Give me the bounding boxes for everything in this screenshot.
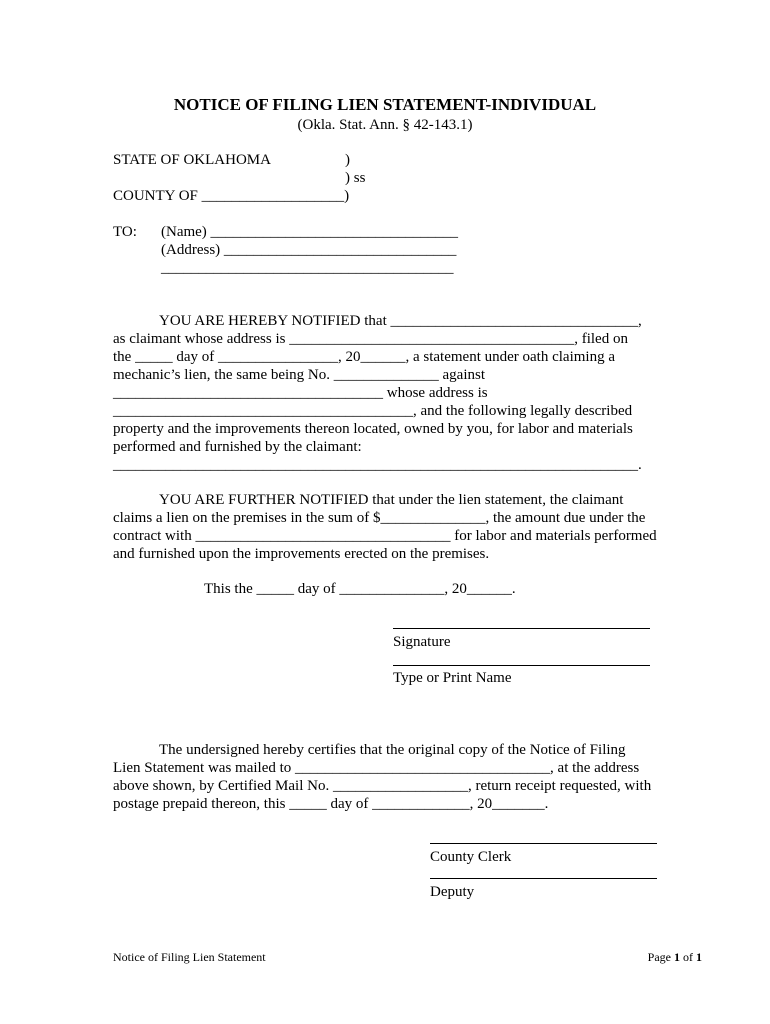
recipient-address-extra-line: _______________________________________ [161, 260, 454, 276]
recipient-name-line: (Name) _________________________________ [161, 224, 459, 240]
para1-line: performed and furnished by the claimant: [113, 439, 362, 455]
page-current: 1 [674, 950, 680, 964]
para1-line: the _____ day of ________________, 20______, a statement under oath claiming a [113, 349, 615, 365]
print-name-label: Type or Print Name [393, 670, 512, 686]
certification-line: Lien Statement was mailed to __________________________________, at the address [113, 760, 640, 776]
para1-line: property and the improvements thereon located, owned by you, for labor and materials [113, 421, 633, 437]
para2-line: claims a lien on the premises in the sum of $______________, the amount due under the [113, 510, 646, 526]
para1-line: ________________________________________, and the following legally described [113, 403, 633, 419]
date-line: This the _____ day of ______________, 20______. [204, 581, 516, 597]
county-clerk-label: County Clerk [430, 849, 512, 865]
deputy-rule [430, 878, 657, 879]
signature-rule [393, 628, 650, 629]
page-total: 1 [696, 950, 702, 964]
deputy-label: Deputy [430, 884, 475, 900]
document-title: NOTICE OF FILING LIEN STATEMENT-INDIVIDUAL [173, 95, 597, 114]
venue-ss: ) ss [345, 170, 366, 186]
county-clerk-rule [430, 843, 657, 844]
property-description-line: ______________________________________________________________________. [113, 457, 642, 473]
page-of: of [680, 950, 696, 964]
para1-line: YOU ARE HEREBY NOTIFIED that _________________________________, [159, 313, 642, 329]
signature-label: Signature [393, 634, 451, 650]
venue-state: STATE OF OKLAHOMA [113, 152, 271, 168]
para1-line: as claimant whose address is ______________________________________, filed on [113, 331, 628, 347]
para2-line: contract with __________________________________ for labor and materials performed [113, 528, 657, 544]
page-number [648, 948, 702, 966]
venue-county: COUNTY OF ___________________) [113, 188, 350, 204]
recipient-address-line: (Address) _______________________________ [161, 242, 457, 258]
certification-line: The undersigned hereby certifies that the original copy of the Notice of Filing [159, 742, 626, 758]
print-name-rule [393, 665, 650, 666]
para1-line: ____________________________________ whose address is [113, 385, 488, 401]
para1-line: mechanic’s lien, the same being No. ______________ against [113, 367, 486, 383]
footer-title: Notice of Filing Lien Statement [113, 950, 266, 964]
certification-line: postage prepaid thereon, this _____ day of _____________, 20_______. [113, 796, 549, 812]
certification-line: above shown, by Certified Mail No. __________________, return receipt requested, with [113, 778, 652, 794]
para2-line: YOU ARE FURTHER NOTIFIED that under the lien statement, the claimant [159, 492, 624, 508]
para2-line: and furnished upon the improvements erected on the premises. [113, 546, 490, 562]
statute-citation: (Okla. Stat. Ann. § 42-143.1) [297, 117, 473, 133]
page-prefix: Page [647, 950, 674, 964]
venue-paren: ) [345, 152, 350, 168]
to-label: TO: [113, 224, 137, 240]
